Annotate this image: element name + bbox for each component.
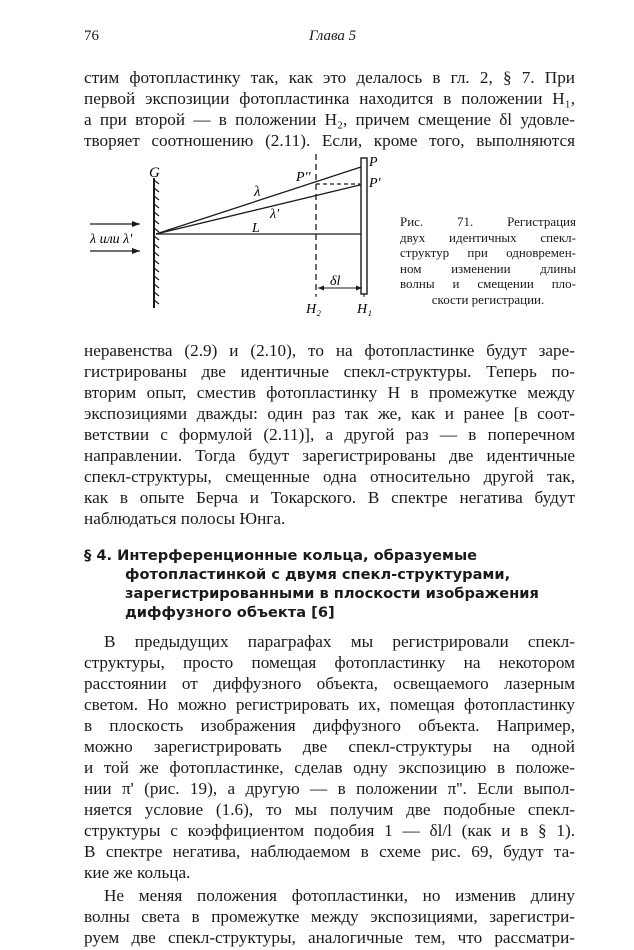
- label-shift: δl: [330, 274, 341, 289]
- label-h2: H₂: [306, 302, 321, 317]
- text-line: руем две спекл-структуры, аналогичные тем, что рассматри-: [84, 928, 575, 947]
- label-p: P: [369, 155, 378, 170]
- label-lambda: λ: [254, 184, 261, 200]
- text-line: Не меняя положения фотопластинки, но изменив длину: [104, 886, 575, 905]
- caption-line: двух идентичных спекл-: [400, 229, 576, 245]
- caption-line: ном изменении длины: [400, 260, 576, 276]
- section-heading-line: диффузного объекта [6]: [125, 604, 335, 621]
- incident-arrowhead-top: [132, 221, 140, 227]
- text-line: как в опыте Берча и Токарского. В спектре негатива будут: [84, 488, 575, 507]
- text-line: экспозициями дважды: один раз так же, как и ранее [в соот-: [84, 404, 575, 423]
- plate-h1: [361, 158, 367, 294]
- grating-label: G: [149, 165, 160, 181]
- text-line: можно зарегистрировать две спекл-структуры на одной: [84, 737, 575, 756]
- page-number: 76: [84, 28, 99, 44]
- label-length: L: [252, 221, 260, 236]
- caption-line: волны и смещении пло-: [400, 276, 576, 291]
- text-line: нии π' (рис. 19), а другую — в положении π''. Если выпол-: [84, 779, 575, 798]
- section-heading-line: зарегистрированными в плоскости изображения: [125, 585, 539, 602]
- text-line: гистрированы две идентичные спекл-структуры. Теперь по-: [84, 362, 575, 381]
- ray-lambda: [156, 166, 364, 234]
- text-line: ветствии с формулой (2.11)], а другой раз — в поперечном: [84, 425, 575, 444]
- text-line: кие же кольца.: [84, 863, 191, 882]
- label-p-prime: P': [369, 176, 381, 191]
- caption-line: структур при одновремен-: [400, 245, 576, 260]
- source-label: λ или λ': [90, 232, 133, 247]
- section-heading-line: фотопластинкой с двумя спекл-структурами,: [125, 566, 511, 583]
- text-line: и той же фотопластинке, сделав одну экспозицию в положе-: [84, 758, 575, 777]
- text-line: няется условие (1.6), то мы получим две подобные спекл-: [84, 800, 575, 819]
- text-line: расстоянии от диффузного объекта, освещаемого лазерным: [84, 674, 575, 693]
- text-line: светом. Но можно регистрировать их, помещая фотопластинку: [84, 695, 575, 714]
- text-line: в плоскость изображения диффузного объекта. Например,: [84, 716, 575, 735]
- text-line: В предыдущих параграфах мы регистрировали спекл-: [104, 632, 575, 651]
- text-line: волны света в промежутке между экспозициями, зарегистри-: [84, 907, 575, 926]
- text-line: первой экспозиции фотопластинка находится в положении H₁,: [84, 89, 575, 108]
- text-line: структуры с коэффициентом подобия 1 — δl/l (как и в § 1).: [84, 821, 575, 840]
- text-line: неравенства (2.9) и (2.10), то на фотопластинке будут заре-: [84, 341, 575, 360]
- text-line: направлении. Тогда будут зарегистрированы две идентичные: [84, 446, 575, 465]
- caption-line: скости регистрации.: [431, 291, 545, 307]
- label-lambda-prime: λ': [270, 207, 280, 222]
- label-h1: H₁: [357, 302, 372, 317]
- text-line: В спектре негатива, наблюдаемом в схеме рис. 69, будут та-: [84, 842, 575, 861]
- running-head: Глава 5: [309, 28, 357, 44]
- text-line: творяет соотношению (2.11). Если, кроме того, выполняются: [84, 131, 575, 150]
- text-line: спекл-структуры, смещенные одна относительно другой так,: [84, 467, 575, 486]
- section-heading-line: § 4. Интерференционные кольца, образуемые: [84, 547, 478, 564]
- text-line: наблюдаться полосы Юнга.: [84, 509, 286, 528]
- figure-caption: [400, 214, 576, 307]
- label-p-double-prime: P'': [296, 170, 311, 185]
- text-line: стим фотопластинку так, как это делалось в гл. 2, § 7. При: [84, 68, 575, 87]
- caption-line: Рис. 71. Регистрация: [400, 214, 576, 229]
- text-line: а при второй — в положении H₂, причем смещение δl удовле-: [84, 110, 575, 129]
- text-line: вторим опыт, сместив фотопластинку H в промежутке между: [84, 383, 575, 402]
- text-line: структуры, просто помещая фотопластинку на некотором: [84, 653, 575, 672]
- incident-arrowhead-bottom: [132, 248, 140, 254]
- dim-arrow-left: [318, 286, 324, 291]
